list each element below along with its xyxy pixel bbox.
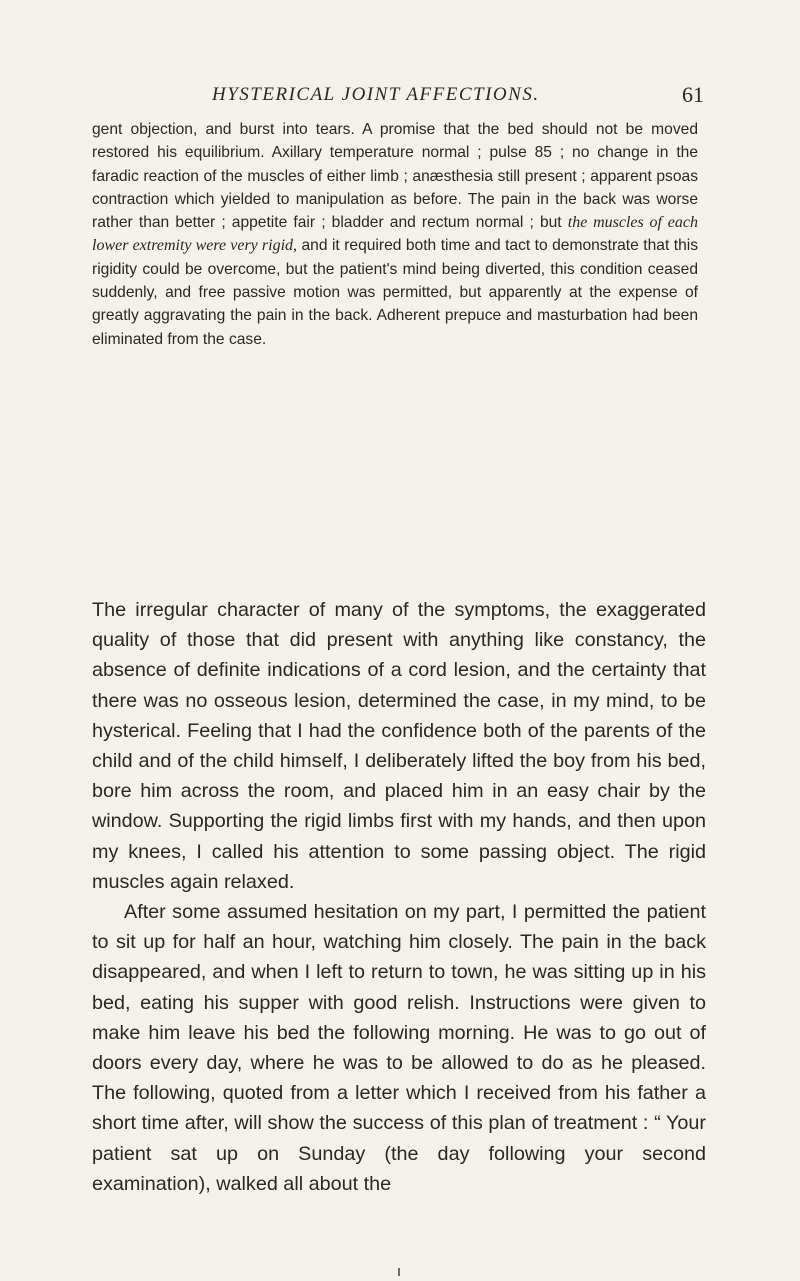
case-note-text-end: and it required both time and tact to demonstrate that this rigidity could be overcome, but the patient's mind being diverted, this condition ceased suddenly, and free passive motion was permitted, but apparently at the expense of greatly aggravating the pain in the back. Adherent prepuce and masturbation had been eliminated from the case.	[92, 237, 698, 348]
case-note-paragraph	[92, 118, 698, 351]
main-text	[92, 595, 706, 1199]
paragraph-diagnosis: The irregular character of many of the symptoms, the exaggerated quality of those that did present with anything like constancy, the absence of definite indications of a cord lesion, and the certainty that there was no osseous lesion, determined the case, in my mind, to be hysterical. Feeling that I had the confidence both of the parents of the child and of the child himself, I deliberately lifted the boy from his bed, bore him across the room, and placed him in an easy chair by the window. Supporting the rigid limbs first with my hands, and then upon my knees, I called his attention to some passing object. The rigid muscles again relaxed.	[92, 599, 706, 893]
case-note-text-start: gent objection, and burst into tears. A promise that the bed should not be moved restored his equilibrium. Axillary temperature normal ; pulse 85 ; no change in the faradic reaction of the muscles of either limb ; anæsthesia still present ; apparent psoas contraction which yielded to manipulation as before. The pain in the back was worse rather than better ; appetite fair ; bladder and rectum normal ; but	[92, 121, 698, 232]
print-mark	[398, 1268, 400, 1276]
page-header	[90, 84, 710, 114]
case-note-emphasis: the muscles of each lower extremity were very rigid,	[92, 214, 698, 255]
page-number: 61	[682, 82, 704, 107]
paragraph-treatment: After some assumed hesitation on my part, I permitted the patient to sit up for half an hour, watching him closely. The pain in the back disappeared, and when I left to return to town, he was sitting up in his bed, eating his supper with good relish. Instructions were given to make him leave his bed the following morning. He was to go out of doors every day, where he was to be allowed to do as he pleased. The following, quoted from a letter which I received from his father a short time after, will show the success of this plan of treatment : “ Your patient sat up on Sunday (the day following your second examination), walked all about the	[92, 901, 706, 1195]
running-head: HYSTERICAL JOINT AFFECTIONS.	[212, 84, 540, 105]
